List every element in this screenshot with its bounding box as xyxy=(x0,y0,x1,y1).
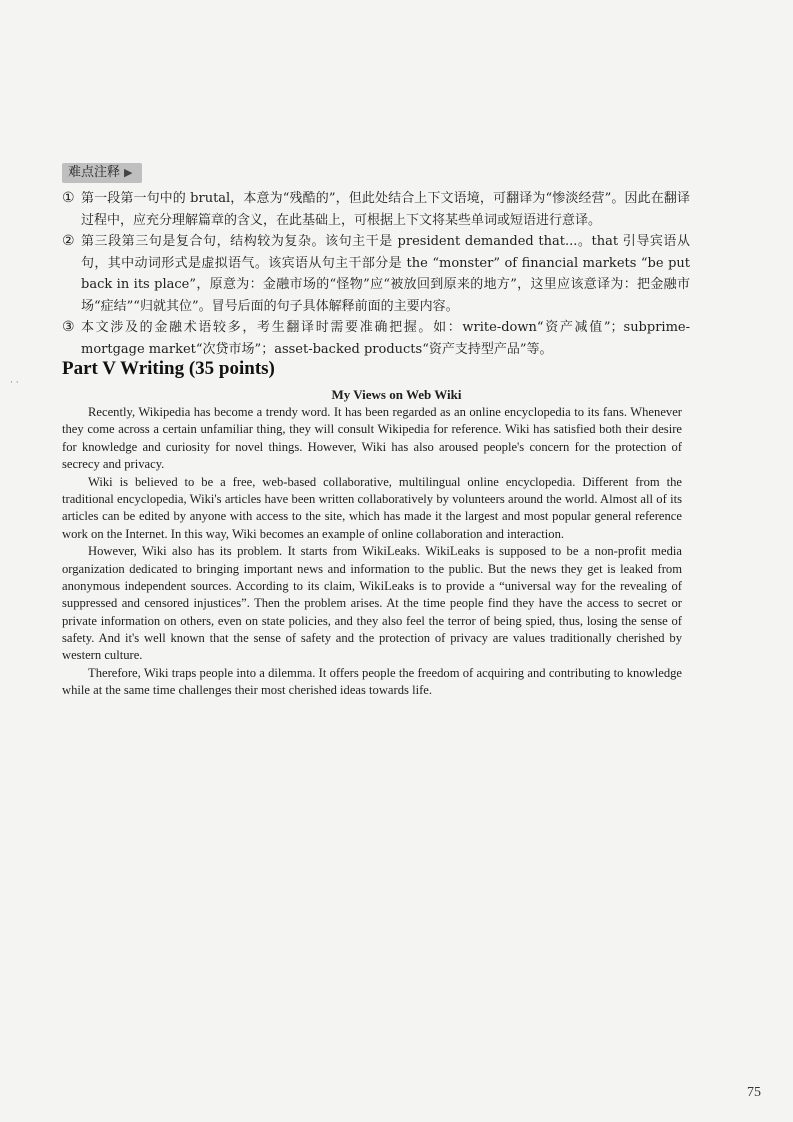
notes-header-label: 难点注释 xyxy=(68,165,121,180)
note-text: 第一段第一句中的 brutal，本意为“残酷的”，但此处结合上下文语境，可翻译为“惨淡经营”。因此在翻译过程中，应充分理解篇章的含义，在此基础上，可根据上下文将某些单词或短语进行意译。 xyxy=(81,191,690,228)
part-title: Part V Writing (35 points) xyxy=(62,358,275,379)
essay-paragraph-4: Therefore, Wiki traps people into a dilemma. It offers people the freedom of acquiring and contributing to knowledge while at the same time challenges their most cherished ideas towards life. xyxy=(62,665,682,698)
notes-list xyxy=(62,188,690,360)
scan-margin-mark: · · xyxy=(10,378,19,388)
page-number: 75 xyxy=(747,1085,761,1100)
note-number: ① xyxy=(62,190,75,206)
note-item-3 xyxy=(62,317,690,360)
essay-paragraph-3: However, Wiki also has its problem. It starts from WikiLeaks. WikiLeaks is supposed to be a non-profit media organization dedicated to bringing important news and information to the public. But the news they get is leaked from anonymous independent sources. According to its claim, WikiLeaks is to provide a “universal way for the revealing of suppressed and censored injustices”. Then the problem arises. At the time people find they have the access to secret or private information on others, even on state policies, and they also feel the terror of being spied, thus, losing the sense of safety. And it's well known that the sense of safety and the protection of privacy are values traditionally cherished by western culture. xyxy=(62,544,682,663)
note-number: ② xyxy=(62,233,75,249)
essay-title: My Views on Web Wiki xyxy=(331,387,462,402)
double-chevron-right-icon: ▶ xyxy=(124,166,133,179)
note-text: 本文涉及的金融术语较多，考生翻译时需要准确把握。如：write-down“资产减值”；subprime-mortgage market“次贷市场”；asset-backed products“资产支持型产品”等。 xyxy=(81,320,690,357)
essay-body xyxy=(62,404,682,700)
note-text: 第三段第三句是复合句，结构较为复杂。该句主干是 president demanded that...。that 引导宾语从句，其中动词形式是虚拟语气。该宾语从句主干部分是 the “monster” of financial markets “be put back in its place”，原意为：金融市场的“怪物”应“被放回到原来的地方”，这里应该意译为：把金融市场“症结”“归就其位”。冒号后面的句子具体解释前面的主要内容。 xyxy=(81,234,690,314)
essay-paragraph-2: Wiki is believed to be a free, web-based collaborative, multilingual online encyclopedia. Different from the traditional encyclopedia, Wiki's articles have been written collaboratively by volunteers around the world. Almost all of its articles can be edited by anyone with access to the site, which has made it the largest and most popular general reference work on the Internet. In this way, Wiki becomes an example of online collaboration and interaction. xyxy=(62,474,682,541)
notes-header-badge xyxy=(62,163,142,183)
essay-paragraph-1: Recently, Wikipedia has become a trendy word. It has been regarded as an online encyclopedia to its fans. Whenever they come across a certain unfamiliar thing, they will consult Wikipedia for reference. Wiki has satisfied both their desire for knowledge and curiosity for novel things. However, Wiki has also aroused people's concern for the protection of secrecy and privacy. xyxy=(62,405,682,471)
note-number: ③ xyxy=(62,319,75,335)
note-item-2 xyxy=(62,231,690,317)
note-item-1 xyxy=(62,188,690,231)
